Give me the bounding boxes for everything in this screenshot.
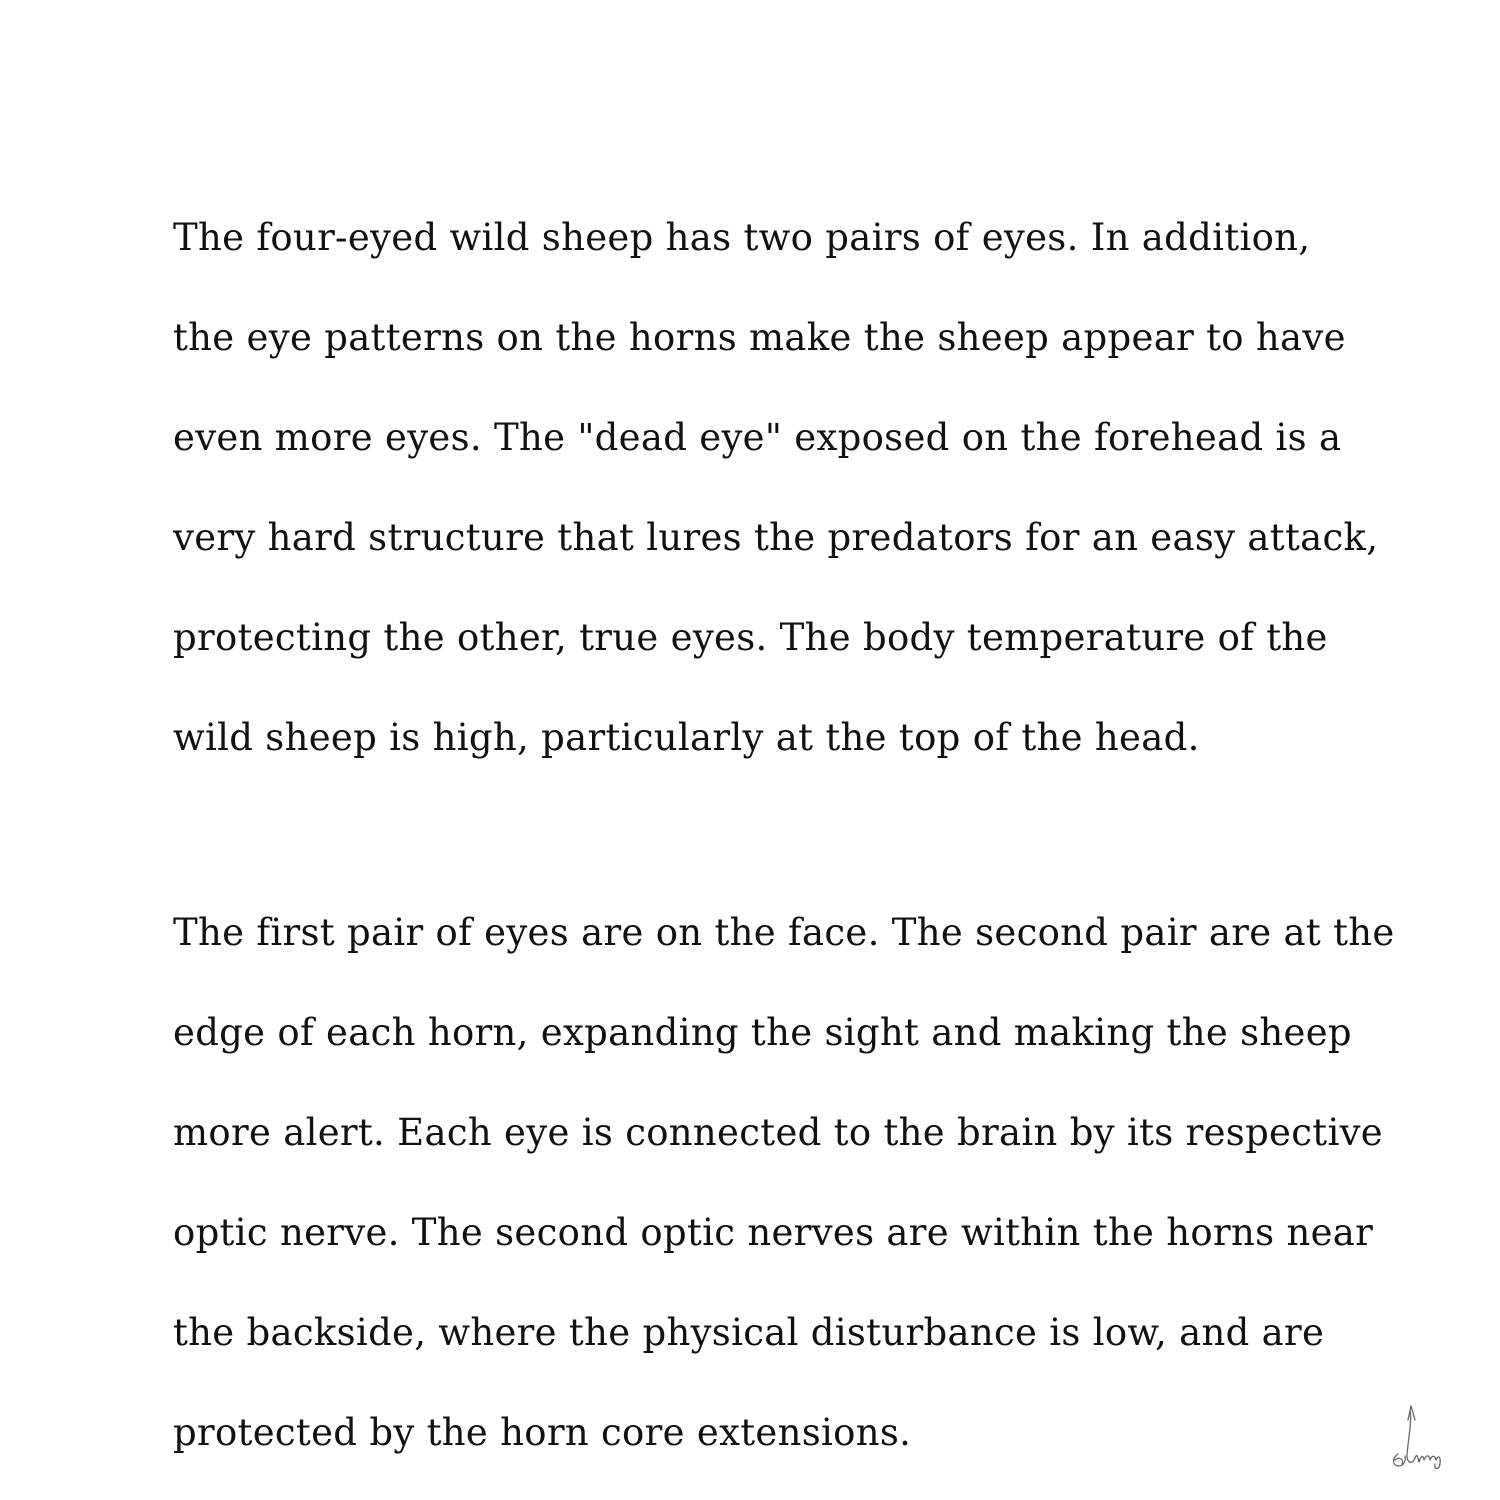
paragraph-1-line-5: protecting the other, true eyes. The body temperature of the [173,616,1328,659]
paragraph-1-line-1: The four-eyed wild sheep has two pairs of eyes. In addition, [173,216,1311,259]
paragraph-2-line-6: protected by the horn core extensions. [173,1411,912,1454]
paragraph-1-line-3: even more eyes. The "dead eye" exposed on the forehead is a [173,416,1342,459]
paragraph-2-line-2: edge of each horn, expanding the sight and making the sheep [173,1011,1352,1054]
signature-mark [1388,1400,1460,1472]
paragraph-1-line-2: the eye patterns on the horns make the sheep appear to have [173,316,1346,359]
paragraph-1-line-6: wild sheep is high, particularly at the top of the head. [173,716,1200,759]
paragraph-2-line-1: The first pair of eyes are on the face. The second pair are at the [173,911,1395,954]
paragraph-2-line-3: more alert. Each eye is connected to the brain by its respective [173,1111,1383,1154]
paragraph-1-line-4: very hard structure that lures the predators for an easy attack, [173,516,1379,559]
paragraph-2-line-5: the backside, where the physical disturbance is low, and are [173,1311,1325,1354]
paragraph-2-line-4: optic nerve. The second optic nerves are within the horns near [173,1211,1374,1254]
